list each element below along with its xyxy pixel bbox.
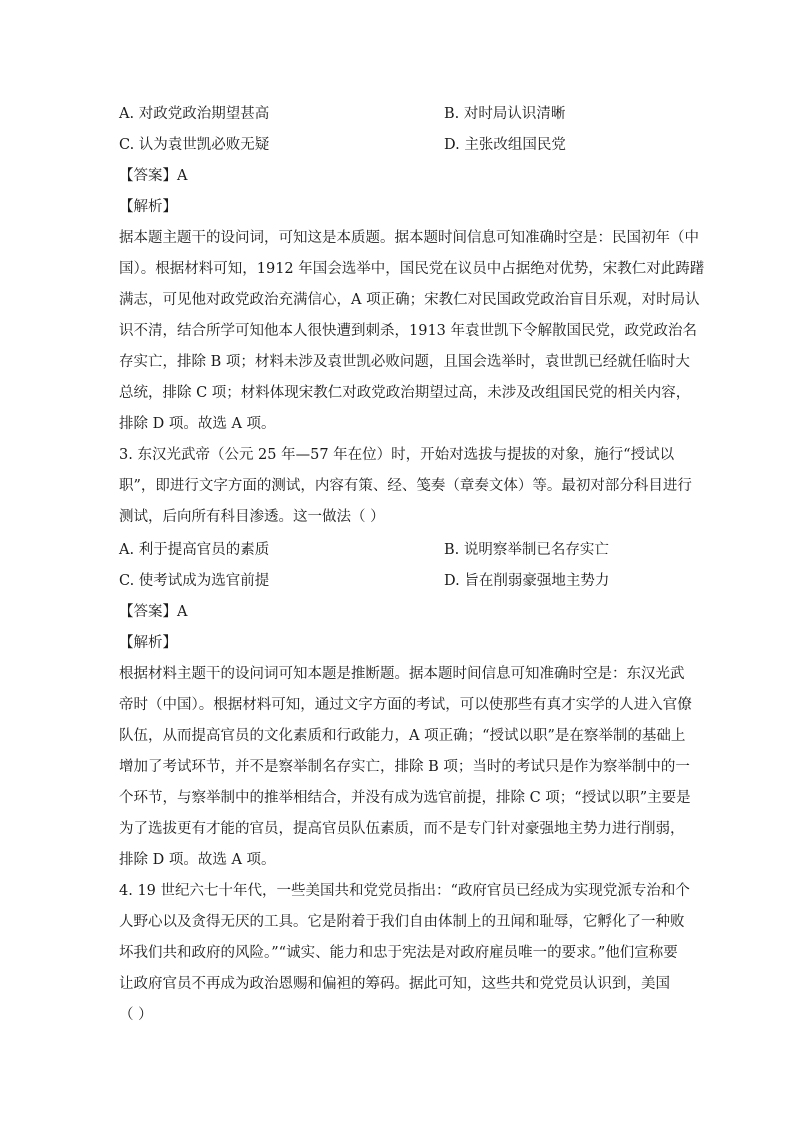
q3-stem-line: 3. 东汉光武帝（公元 25 年—57 年在位）时，开始对选拔与提拔的对象，施行“授试以: [119, 447, 675, 463]
q2-analysis-line: 识不清，结合所学可知他本人很快遭到刺杀，1913 年袁世凯下令解散国民党，政党政治名: [119, 323, 698, 339]
q4-stem-line: （ ）: [119, 1007, 153, 1023]
q3-option-a: A. 利于提高官员的素质: [119, 542, 270, 558]
q2-option-d: D. 主张改组国民党: [444, 137, 566, 153]
q2-option-b: B. 对时局认识清晰: [444, 106, 566, 122]
q2-answer: 【答案】A: [119, 168, 188, 184]
q3-analysis-line: 队伍，从而提高官员的文化素质和行政能力，A 项正确；“授试以职”是在察举制的基础上: [119, 728, 686, 744]
q3-answer: 【答案】A: [119, 604, 188, 620]
q4-stem-line: 让政府官员不再成为政治恩赐和偏袒的筹码。据此可知，这些共和党党员认识到，美国: [119, 976, 670, 992]
q3-stem-line: 职”，即进行文字方面的测试，内容有策、经、笺奏（章奏文体）等。最初对部分科目进行: [119, 478, 692, 494]
q2-option-a: A. 对政党政治期望甚高: [119, 106, 270, 122]
q4-stem-line: 4. 19 世纪六七十年代，一些美国共和党党员指出：“政府官员已经成为实现党派专治和个: [119, 883, 690, 899]
q2-analysis-text: [119, 223, 705, 440]
q3-stem-line: 测试，后向所有科目渗透。这一做法（ ）: [119, 509, 385, 525]
q2-analysis-title: 【解析】: [119, 199, 177, 215]
q3-analysis-line: 为了选拔更有才能的官员，提高官员队伍素质，而不是专门针对豪强地主势力进行削弱，: [119, 821, 685, 837]
q3-option-c: C. 使考试成为选官前提: [119, 573, 270, 589]
q2-analysis-line: 总统，排除 C 项；材料体现宋教仁对政党政治期望过高，未涉及改组国民党的相关内容，: [119, 385, 691, 401]
q3-analysis-title: 【解析】: [119, 635, 177, 651]
q3-analysis-line: 排除 D 项。故选 A 项。: [119, 852, 276, 868]
q3-analysis-text: [119, 659, 692, 876]
q4-stem-line: 坏我们共和政府的风险。”“诚实、能力和忠于宪法是对政府雇员唯一的要求。”他们宣称要: [119, 945, 678, 961]
q2-analysis-line: 满志，可见他对政党政治充满信心，A 项正确；宋教仁对民国政党政治盲目乐观，对时局认: [119, 292, 700, 308]
q2-analysis-line: 国）。根据材料可知，1912 年国会选举中，国民党在议员中占据绝对优势，宋教仁对此踌躇: [119, 261, 705, 277]
q3-analysis-line: 帝时（中国）。根据材料可知，通过文字方面的考试，可以使那些有真才实学的人进入官僚: [119, 697, 692, 713]
q3-analysis-line: 根据材料主题干的设问词可知本题是推断题。据本题时间信息可知准确时空是：东汉光武: [119, 666, 685, 682]
q2-option-c: C. 认为袁世凯必败无疑: [119, 137, 270, 153]
q3-analysis-line: 增加了考试环节，并不是察举制名存实亡，排除 B 项；当时的考试只是作为察举制中的一: [119, 759, 690, 775]
q3-stem: [119, 440, 692, 533]
q2-analysis-line: 据本题主题干的设问词，可知这是本质题。据本题时间信息可知准确时空是：民国初年（中: [119, 230, 699, 246]
q4-stem: [119, 876, 690, 1031]
q3-analysis-line: 个环节，与察举制中的推举相结合，并没有成为选官前提，排除 C 项；“授试以职”主要是: [119, 790, 691, 806]
q3-option-d: D. 旨在削弱豪强地主势力: [444, 573, 610, 589]
q2-analysis-line: 存实亡，排除 B 项；材料未涉及袁世凯必败问题，且国会选举时，袁世凯已经就任临时大: [119, 354, 690, 370]
q3-option-b: B. 说明察举制已名存实亡: [444, 542, 609, 558]
q4-stem-line: 人野心以及贪得无厌的工具。它是附着于我们自由体制上的丑闻和耻辱，它孵化了一种败: [119, 914, 685, 930]
q2-analysis-line: 排除 D 项。故选 A 项。: [119, 416, 276, 432]
